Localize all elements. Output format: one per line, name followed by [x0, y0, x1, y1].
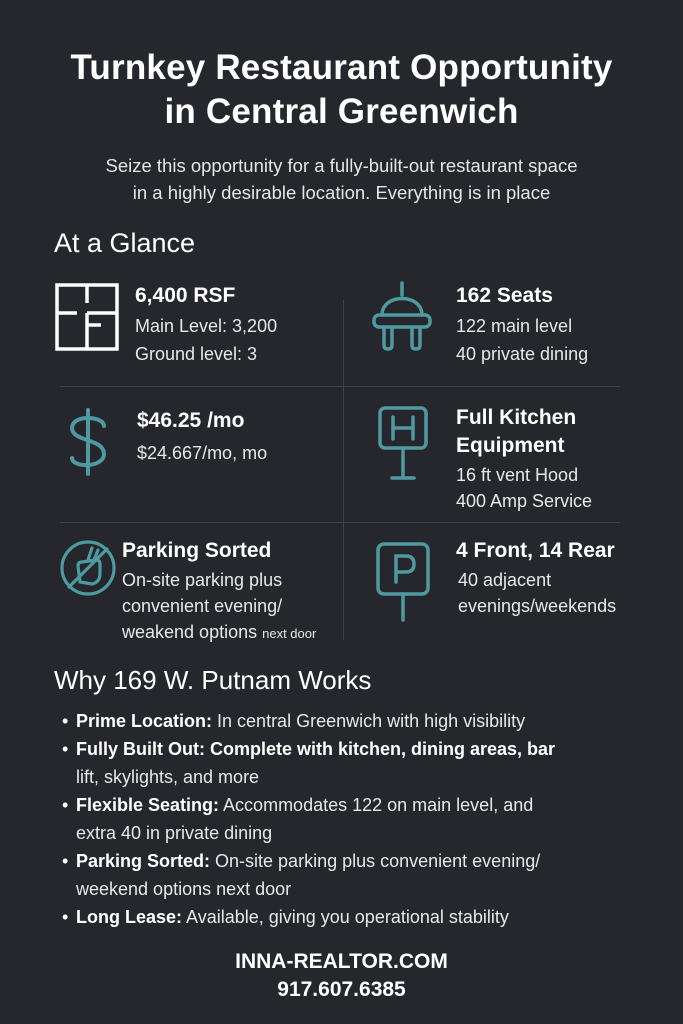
seat-icon	[370, 279, 434, 353]
seats-heading: 162 Seats	[456, 284, 553, 307]
bullet-bold-text: Complete with kitchen, dining areas, bar	[204, 739, 556, 759]
seats-line-2: 40 private dining	[456, 344, 589, 364]
rsf-line-1: Main Level: 3,200	[135, 316, 278, 336]
seats-line-1: 122 main level	[456, 316, 573, 336]
subtitle	[20, 152, 663, 206]
hood-sign-icon	[376, 404, 430, 484]
parking-line-3-small: next door	[262, 626, 317, 641]
parking-line-3-main: weakend options	[122, 622, 258, 642]
kitchen-heading-line-2: Equipment	[456, 434, 565, 457]
grid-divider-row-1	[60, 386, 620, 387]
bullet-text: Available, giving you operational stability	[182, 907, 509, 927]
title-line-2: in Central Greenwich	[164, 92, 519, 131]
parking-heading: Parking Sorted	[122, 539, 272, 562]
why-list	[62, 707, 662, 931]
glance-heading: At a Glance	[54, 228, 196, 258]
subtitle-line-1: Seize this opportunity for a fully-built-out restaurant space	[105, 155, 578, 176]
bullet-label: Parking Sorted:	[76, 851, 211, 871]
floor-plan-icon	[55, 283, 119, 351]
phone-number[interactable]: 917.607.6385	[277, 978, 406, 1001]
rsf-heading: 6,400 RSF	[135, 284, 236, 307]
bullet-text-2: lift, skylights, and more	[76, 767, 260, 787]
grid-divider-row-2	[60, 522, 620, 523]
kitchen-line-1: 16 ft vent Hood	[456, 465, 579, 485]
bullet-label: Prime Location:	[76, 711, 213, 731]
bullet-text: Accommodates 122 on main level, and	[219, 795, 534, 815]
subtitle-line-2: in a highly desirable location. Everything is in place	[132, 182, 551, 203]
list-item	[62, 707, 662, 735]
kitchen-heading-line-1: Full Kitchen	[456, 406, 577, 429]
parking-line-2: convenient evening/	[122, 596, 283, 616]
parking-line-3	[122, 622, 316, 643]
rent-line-1: $24.667/mo, mo	[137, 443, 268, 463]
list-item	[62, 791, 662, 847]
kitchen-line-2: 400 Amp Service	[456, 491, 593, 511]
parking-line-1: On-site parking plus	[122, 570, 283, 590]
bullet-label: Fully Built Out:	[76, 739, 205, 759]
dollar-icon	[66, 406, 110, 478]
spaces-line-1: 40 adjacent	[458, 570, 552, 590]
website-link[interactable]: INNA-REALTOR.COM	[235, 950, 448, 973]
why-heading: Why 169 W. Putnam Works	[54, 665, 372, 695]
list-item	[62, 847, 662, 903]
parking-hand-icon	[58, 538, 118, 598]
bullet-text-2: extra 40 in private dining	[76, 823, 273, 843]
parking-sign-icon	[374, 540, 432, 624]
bullet-text: In central Greenwich with high visibility	[212, 711, 526, 731]
rent-heading: $46.25 /mo	[137, 409, 245, 432]
spaces-line-2: evenings/weekends	[458, 596, 617, 616]
bullet-label: Long Lease:	[76, 907, 183, 927]
bullet-text: On-site parking plus convenient evening/	[210, 851, 541, 871]
list-item	[62, 903, 662, 931]
rsf-line-2: Ground level: 3	[135, 344, 258, 364]
bullet-text-2: weekend options next door	[76, 879, 292, 899]
spaces-heading: 4 Front, 14 Rear	[456, 539, 615, 562]
title-line-1: Turnkey Restaurant Opportunity	[70, 48, 613, 87]
list-item	[62, 735, 662, 791]
bullet-label: Flexible Seating:	[76, 795, 220, 815]
page-title	[0, 46, 683, 134]
grid-divider-vertical	[343, 300, 344, 640]
